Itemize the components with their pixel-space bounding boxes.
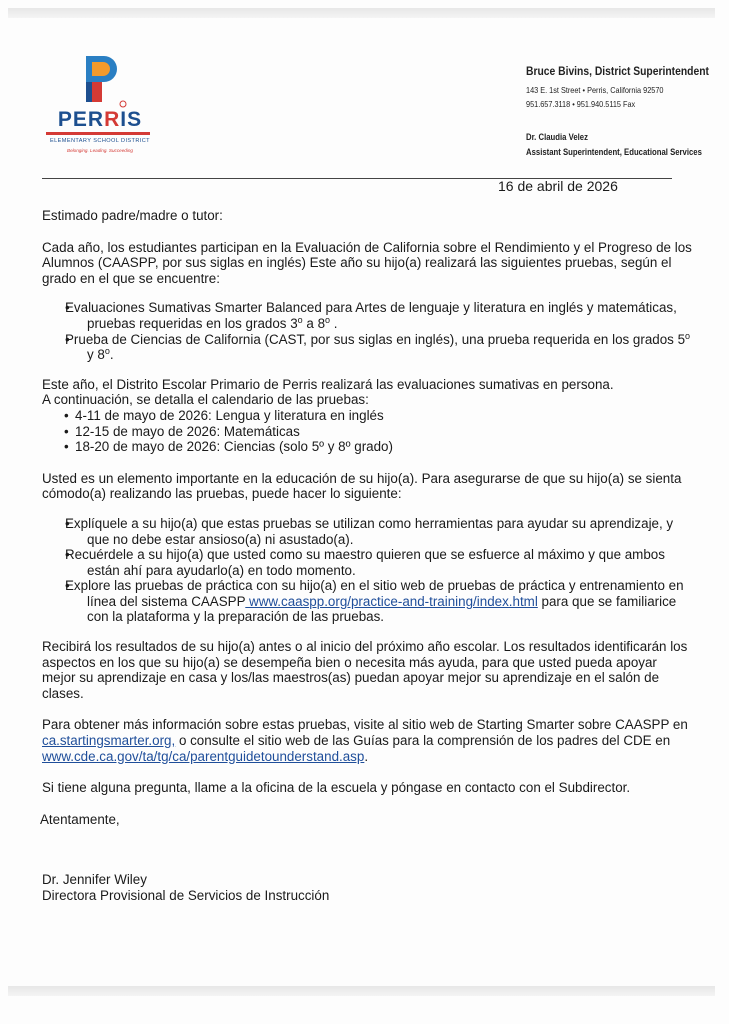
paragraph-more-info: Para obtener más información sobre estas pruebas, visite al sitio web de Starting Smarter sobre CAASPP en ca.startingsmarter.org, o consulte el sitio web de las Guías para la comprensión de los padres del CDE en www.cde.ca.gov/ta/tg/ca/parentguidetounderstand.asp. (42, 717, 688, 764)
tests-list (42, 300, 692, 362)
logo-subtitle: ELEMENTARY SCHOOL DISTRICT (49, 138, 151, 144)
signer-name: Dr. Jennifer Wiley (42, 872, 147, 888)
letter-body (42, 208, 692, 904)
schedule-list (42, 408, 692, 455)
schedule-item: • 12-15 de mayo de 2026: Matemáticas (42, 424, 692, 440)
list-item-test-cast: • Prueba de Ciencias de California (CAST, por sus siglas en inglés), una prueba requerida en los grados 5$^o$ y 8$^o$. (42, 332, 692, 363)
district-phone: 951.657.3118 • 951.940.5115 Fax (526, 99, 636, 109)
list-item-tip: • Explíquele a su hijo(a) que estas pruebas se utilizan como herramientas para ayudar su aprendizaje, y que no debe estar ansioso(a) ni asustado(a). (42, 516, 692, 547)
list-item-test-sbac: • Evaluaciones Sumativas Smarter Balanced para Artes de lenguaje y literatura en inglés y matemáticas, pruebas requeridas en los grados 3$^o$ a 8$^o$ . (42, 300, 692, 331)
tips-list (42, 516, 692, 625)
district-address: 143 E. 1st Street • Perris, California 92570 (526, 85, 664, 95)
assistant-title: Assistant Superintendent, Educational Services (526, 147, 702, 157)
logo-wordmark: PERRIS (57, 108, 143, 131)
paragraph-results: Recibirá los resultados de su hijo(a) antes o al inicio del próximo año escolar. Los resultados identificarán los aspectos en los que su hijo(a) se desempeña bien o necesita más ayuda, para que usted pueda apoyar mejor su aprendizaje en casa y los/las maestros(as) puedan apoyar mejor su aprendizaje en el salón de clases. (42, 639, 688, 701)
paragraph-questions: Si tiene alguna pregunta, llame a la oficina de la escuela y póngase en contacto con el Subdirector. (42, 780, 631, 796)
schedule-intro: A continuación, se detalla el calendario de las pruebas: (42, 392, 369, 408)
scan-edge-top (8, 8, 715, 18)
logo-rule (46, 132, 150, 135)
letter-date: 16 de abril de 2026 (498, 178, 618, 194)
paragraph-intro: Cada año, los estudiantes participan en la Evaluación de California sobre el Rendimiento y el Progreso de los Alumnos (CAASPP, por sus siglas en inglés) Este año su hijo(a) realizará las siguientes pruebas, según el grado en el que se encuentre: (42, 239, 692, 286)
cde-parent-guide-link[interactable]: www.cde.ca.gov/ta/tg/ca/parentguidetounderstand.asp (42, 748, 365, 764)
scan-edge-bottom (8, 986, 715, 996)
spacer (42, 363, 692, 377)
greeting: Estimado padre/madre o tutor: (42, 208, 223, 223)
spacer (42, 625, 692, 639)
paragraph-in-person: Este año, el Distrito Escolar Primario de Perris realizará las evaluaciones sumativas en persona. (42, 376, 614, 392)
assistant-name: Dr. Claudia Velez (526, 132, 588, 142)
logo-p-mark (44, 52, 156, 108)
superintendent-name: Bruce Bivins, District Superintendent (526, 64, 709, 78)
schedule-item: • 18-20 de mayo de 2026: Ciencias (solo 5º y 8º grado) (42, 439, 692, 455)
list-item-tip: • Explore las pruebas de práctica con su hijo(a) en el sitio web de pruebas de práctica y entrenamiento en línea del sistema CAASPP www.caaspp.org/practice-and-training/index.html para que se familiarice con la plataforma y la preparación de las pruebas. (42, 578, 692, 625)
signer-title: Directora Provisional de Servicios de Instrucción (42, 888, 330, 903)
schedule-item: • 4-11 de mayo de 2026: Lengua y literatura en inglés (42, 408, 692, 424)
starting-smarter-link[interactable]: ca.startingsmarter.org, (42, 733, 176, 749)
list-item-tip: • Recuérdele a su hijo(a) que usted como su maestro quieren que se esfuerce al máximo y que ambos están ahí para ayudarlo(a) en todo momento. (42, 547, 692, 578)
caaspp-practice-link[interactable]: www.caaspp.org/practice-and-training/index.html (245, 593, 538, 609)
logo-tagline: Belonging. Leading. Succeeding (67, 148, 133, 153)
closing: Atentamente, (40, 811, 120, 827)
paragraph-support: Usted es un elemento importante en la educación de su hijo(a). Para asegurarse de que su hijo(a) se sienta cómodo(a) realizando las pruebas, puede hacer lo siguiente: (42, 470, 682, 502)
district-logo (44, 52, 156, 162)
